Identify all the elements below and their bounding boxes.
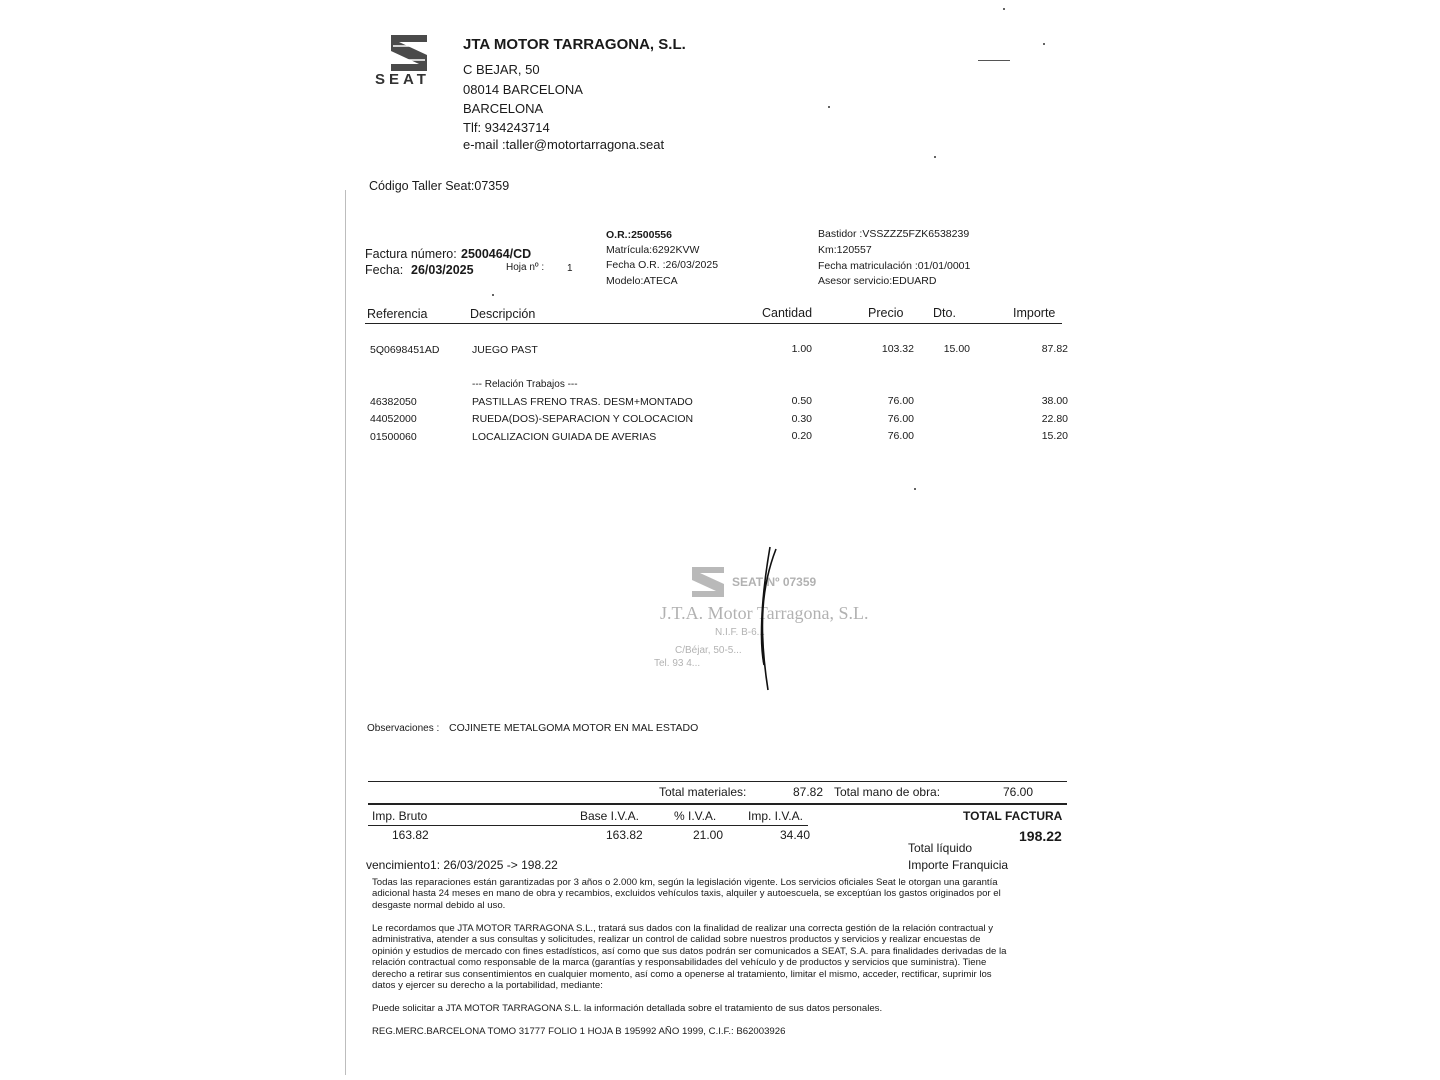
row-amount: 22.80 — [1041, 413, 1068, 425]
sheet-label: Hoja nº : — [506, 262, 545, 273]
col-reference-header: Referencia — [367, 307, 428, 321]
vehicle-registration-date: Fecha matriculación :01/01/0001 — [818, 260, 971, 272]
vehicle-vin: Bastidor :VSSZZZ5FZK6538239 — [818, 228, 970, 240]
total-materials-value: 87.82 — [793, 785, 824, 799]
net-total-label: Total líquido — [908, 841, 973, 855]
row-reference: 01500060 — [370, 431, 417, 443]
vat-amount-value: 34.40 — [780, 828, 811, 842]
vat-amount-label: Imp. I.V.A. — [748, 809, 803, 823]
registry-text: REG.MERC.BARCELONA TOMO 31777 FOLIO 1 HOJA B 195992 AÑO 1999, C.I.F.: B62003926 — [372, 1026, 786, 1037]
totals-middle-rule — [368, 803, 1067, 805]
service-advisor: Asesor servicio:EDUARD — [818, 275, 937, 287]
observations-text: COJINETE METALGOMA MOTOR EN MAL ESTADO — [449, 722, 699, 734]
row-price: 76.00 — [887, 430, 914, 442]
stamp-seat-logo-icon — [690, 565, 726, 599]
col-description-header: Descripción — [470, 307, 536, 321]
sheet-number: 1 — [567, 263, 573, 274]
vat-pct-value: 21.00 — [693, 828, 724, 842]
vat-pct-label: % I.V.A. — [674, 809, 717, 823]
row-quantity: 0.30 — [791, 413, 812, 425]
invoice-number: 2500464/CD — [461, 247, 532, 261]
gross-label: Imp. Bruto — [372, 809, 428, 823]
company-phone: Tlf: 934243714 — [463, 120, 550, 135]
invoice-number-label: Factura número: — [365, 247, 457, 261]
privacy-text: Le recordamos que JTA MOTOR TARRAGONA S.L., tratará sus dados con la finalidad de realizar una correcta gestión de la relación contractual y administrativa, atender a sus consultas y solicitudes, realizar un control de calidad sobre nuestros productos y servicios y realizar encuestas de opinión y estudios de mercado con fines estadísticos, así como que sus datos podrán ser comunicados a SEAT, S.A. para finalidades derivadas de la relación contractual como responsable de la marca (garantías y responsabilidades del vehículo y de productos y servicios que suministra). Tiene derecho a retirar sus consentimientos en cualquier momento, así como a openerse al tratamiento, limitar el mismo, acceder, rectificar, suprimir los datos y ejercer su derecho a la portabilidad, mediante: — [372, 923, 1007, 992]
stamp-line4: C/Béjar, 50-5... — [675, 645, 742, 656]
total-labor-label: Total mano de obra: — [834, 785, 941, 799]
workshop-code: Código Taller Seat:07359 — [369, 179, 510, 193]
scan-mark — [978, 60, 1010, 61]
company-address-line1: C BEJAR, 50 — [463, 62, 540, 77]
observations-label: Observaciones : — [367, 723, 440, 734]
logo-text: SEAT — [375, 71, 430, 88]
labor-section-title: --- Relación Trabajos --- — [472, 379, 578, 390]
row-price: 76.00 — [887, 395, 914, 407]
stamp-line3: N.I.F. B-6... — [715, 627, 766, 638]
company-address-line2: 08014 BARCELONA — [463, 82, 583, 97]
row-reference: 44052000 — [370, 413, 417, 425]
gross-value: 163.82 — [392, 828, 429, 842]
col-amount-header: Importe — [1013, 306, 1056, 320]
total-invoice-label: TOTAL FACTURA — [963, 809, 1063, 823]
scan-speck — [914, 488, 916, 490]
company-name: JTA MOTOR TARRAGONA, S.L. — [463, 36, 686, 53]
row-reference: 46382050 — [370, 396, 417, 408]
col-price-header: Precio — [868, 306, 904, 320]
row-description: PASTILLAS FRENO TRAS. DESM+MONTADO — [472, 396, 693, 408]
order-model: Modelo:ATECA — [606, 275, 678, 287]
invoice-date: 26/03/2025 — [411, 263, 474, 277]
vat-base-value: 163.82 — [606, 828, 643, 842]
row-description: LOCALIZACION GUIADA DE AVERIAS — [472, 431, 657, 443]
totals-top-rule — [368, 781, 1067, 782]
total-materials-label: Total materiales: — [659, 785, 747, 799]
scan-speck — [934, 156, 936, 158]
vehicle-km: Km:120557 — [818, 244, 872, 256]
row-amount: 87.82 — [1041, 343, 1068, 355]
seat-logo — [375, 33, 445, 93]
col-quantity-header: Cantidad — [762, 306, 813, 320]
company-email: e-mail :taller@motortarragona.seat — [463, 137, 665, 152]
row-amount: 15.20 — [1041, 430, 1068, 442]
scan-speck — [1003, 8, 1005, 10]
row-quantity: 0.20 — [791, 430, 812, 442]
row-quantity: 1.00 — [791, 343, 812, 355]
scan-speck — [492, 294, 494, 296]
privacy-info-text: Puede solicitar a JTA MOTOR TARRAGONA S.L. la información detallada sobre el tratamiento de sus datos personales. — [372, 1003, 883, 1014]
row-description: JUEGO PAST — [472, 344, 538, 356]
stamp-line2: J.T.A. Motor Tarragona, S.L. — [660, 603, 869, 623]
row-amount: 38.00 — [1041, 395, 1068, 407]
warranty-text: Todas las reparaciones están garantizadas por 3 años o 2.000 km, según la legislación vigente. Los servicios oficiales Seat le otorgan una garantía adicional hasta 24 meses en mano de obra y recambios, excluidos vehículos taxis, alquiler y autoescuela, se exceptúan los gastos originados por el desgaste normal debido al uso. — [372, 877, 1001, 911]
row-price: 103.32 — [881, 343, 914, 355]
table-header-rule — [365, 323, 1062, 324]
signature-mark — [740, 545, 800, 695]
order-plate: Matrícula:6292KVW — [606, 244, 700, 256]
row-quantity: 0.50 — [791, 395, 812, 407]
scan-speck — [1043, 43, 1045, 45]
company-stamp — [550, 545, 910, 695]
page-margin-line — [345, 190, 346, 1075]
franchise-label: Importe Franquicia — [908, 858, 1009, 872]
order-date: Fecha O.R. :26/03/2025 — [606, 259, 719, 271]
vat-header-rule — [368, 825, 808, 826]
row-reference: 5Q0698451AD — [370, 344, 440, 356]
row-discount: 15.00 — [943, 343, 970, 355]
invoice-date-label: Fecha: — [365, 263, 404, 277]
scan-speck — [828, 106, 830, 108]
company-address-line3: BARCELONA — [463, 101, 544, 116]
due-date: vencimiento1: 26/03/2025 -> 198.22 — [366, 858, 558, 872]
col-discount-header: Dto. — [933, 306, 956, 320]
order-number: O.R.:2500556 — [606, 229, 672, 241]
total-invoice-value: 198.22 — [1019, 828, 1062, 844]
row-description: RUEDA(DOS)-SEPARACION Y COLOCACION — [472, 413, 694, 425]
row-price: 76.00 — [887, 413, 914, 425]
stamp-line1: SEAT Nº 07359 — [732, 575, 817, 589]
total-labor-value: 76.00 — [1003, 785, 1034, 799]
stamp-line5: Tel. 93 4... — [654, 658, 701, 669]
vat-base-label: Base I.V.A. — [580, 809, 639, 823]
